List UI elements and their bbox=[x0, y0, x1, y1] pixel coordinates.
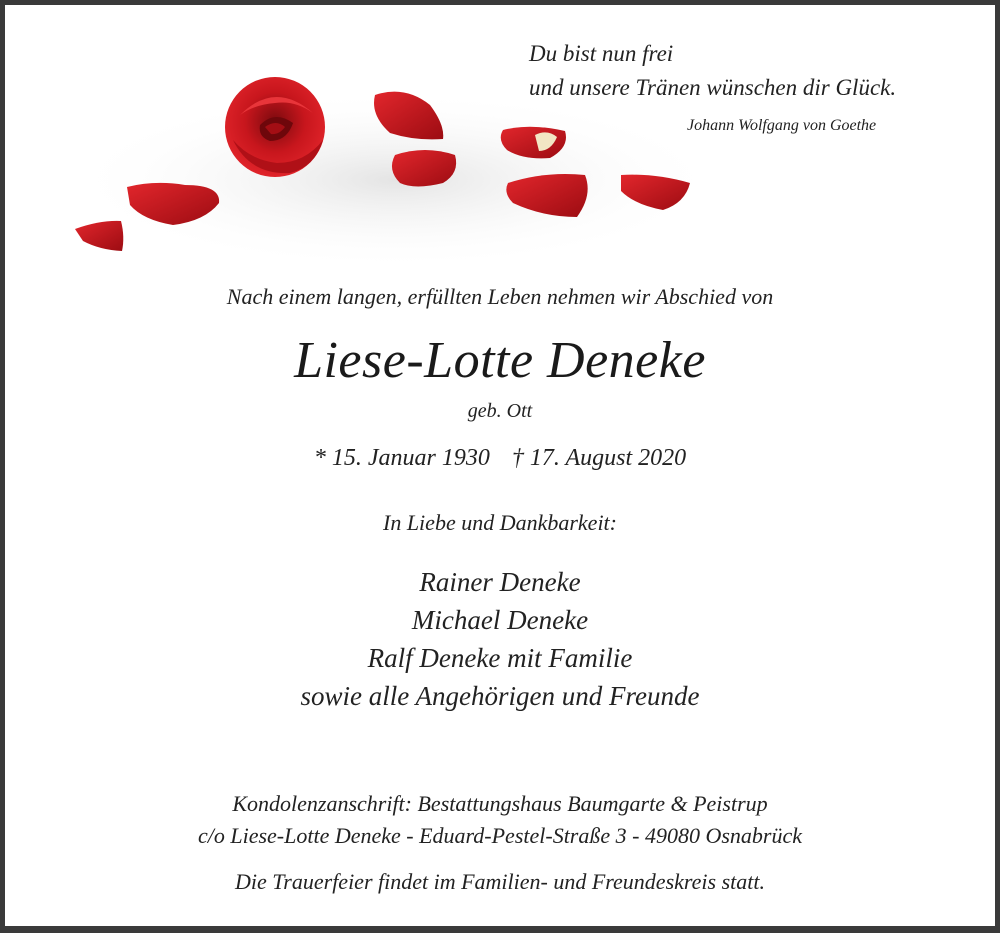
mourner-item: Michael Deneke bbox=[411, 605, 589, 635]
intro-text: Nach einem langen, erfüllten Leben nehmen wir Abschied von bbox=[226, 284, 774, 309]
quote-line-2: und unsere Tränen wünschen dir Glück. bbox=[529, 75, 897, 100]
death-date: † 17. August 2020 bbox=[511, 445, 687, 471]
maiden-name: geb. Ott bbox=[467, 400, 533, 422]
quote-line-1: Du bist nun frei bbox=[529, 41, 674, 66]
funeral-notice: Die Trauerfeier findet im Familien- und Freundeskreis statt. bbox=[235, 869, 765, 894]
deceased-name: Liese-Lotte Deneke bbox=[294, 332, 706, 389]
mourners-list bbox=[5, 563, 995, 715]
mourner-item: Rainer Deneke bbox=[419, 567, 581, 597]
obituary-card bbox=[5, 5, 995, 926]
rose-icon bbox=[225, 77, 325, 177]
birth-date: * 15. Januar 1930 bbox=[313, 445, 490, 471]
mourner-item: sowie alle Angehörigen und Freunde bbox=[300, 681, 700, 711]
quote-author: Johann Wolfgang von Goethe bbox=[687, 117, 877, 134]
life-dates bbox=[5, 445, 995, 472]
goethe-quote bbox=[529, 37, 896, 105]
condolence-address bbox=[5, 788, 995, 852]
address-line-1: Kondolenzanschrift: Bestattungshaus Baumgarte & Peistrup bbox=[232, 791, 768, 816]
address-line-2: c/o Liese-Lotte Deneke - Eduard-Pestel-Straße 3 - 49080 Osnabrück bbox=[197, 823, 803, 848]
mourner-item: Ralf Deneke mit Familie bbox=[367, 643, 633, 673]
dedication: In Liebe und Dankbarkeit: bbox=[383, 510, 617, 535]
